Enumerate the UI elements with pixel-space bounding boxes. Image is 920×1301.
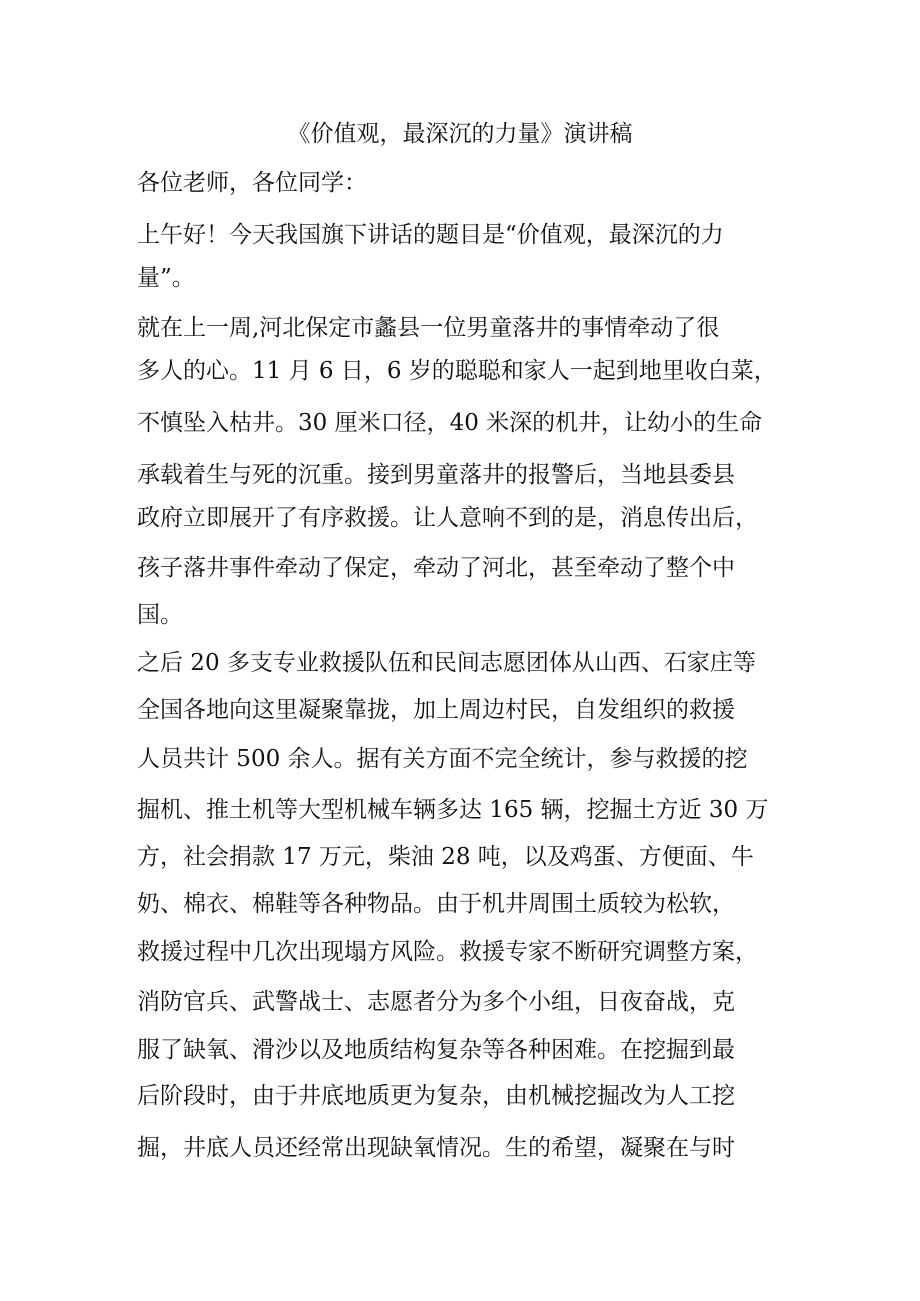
text-line: 全国各地向这里凝聚靠拢，加上周边村民，自发组织的救援: [137, 697, 735, 723]
text-line: 奶、棉衣、棉鞋等各种物品。由于机井周围土质较为松软，: [137, 891, 735, 917]
text-line: 承载着生与死的沉重。接到男童落井的报警后，当地县委县: [137, 462, 735, 488]
text-line: 消防官兵、武警战士、志愿者分为多个小组，日夜奋战，克: [137, 989, 735, 1015]
text-line: 掘，井底人员还经常出现缺氧情况。生的希望，凝聚在与时: [137, 1135, 735, 1161]
text-line: 服了缺氧、滑沙以及地质结构复杂等各种困难。在挖掘到最: [137, 1037, 735, 1063]
text-line: 方，社会捐款 17 万元，柴油 28 吨，以及鸡蛋、方便面、牛: [137, 844, 754, 870]
text-line: 后阶段时，由于井底地质更为复杂，由机械挖掘改为人工挖: [137, 1083, 735, 1109]
text-line: 政府立即展开了有序救援。让人意响不到的是，消息传出后，: [137, 505, 758, 531]
document-title: 《价值观，最深沉的力量》演讲稿: [287, 121, 633, 147]
text-line: 人员共计 500 余人。据有关方面不完全统计，参与救援的挖: [137, 746, 748, 772]
text-line: 救援过程中几次出现塌方风险。救援专家不断研究调整方案，: [137, 939, 758, 965]
text-line: 就在上一周,河北保定市蠡县一位男童落井的事情牵动了很: [137, 315, 720, 341]
text-line: 各位老师，各位同学：: [137, 170, 367, 196]
text-line: 之后 20 多支专业救援队伍和民间志愿团体从山西、石家庄等: [137, 650, 756, 676]
text-line: 量”。: [137, 265, 195, 291]
text-line: 多人的心。11 月 6 日，6 岁的聪聪和家人一起到地里收白菜，: [137, 358, 777, 384]
text-line: 不慎坠入枯井。30 厘米口径，40 米深的机井，让幼小的生命: [137, 410, 763, 436]
text-line: 掘机、推土机等大型机械车辆多达 165 辆，挖掘土方近 30 万: [137, 797, 769, 823]
text-line: 孩子落井事件牵动了保定，牵动了河北，甚至牵动了整个中: [137, 555, 735, 581]
text-line: 国。: [137, 602, 183, 628]
text-line: 上午好！今天我国旗下讲话的题目是“价值观，最深沉的力: [137, 222, 724, 248]
